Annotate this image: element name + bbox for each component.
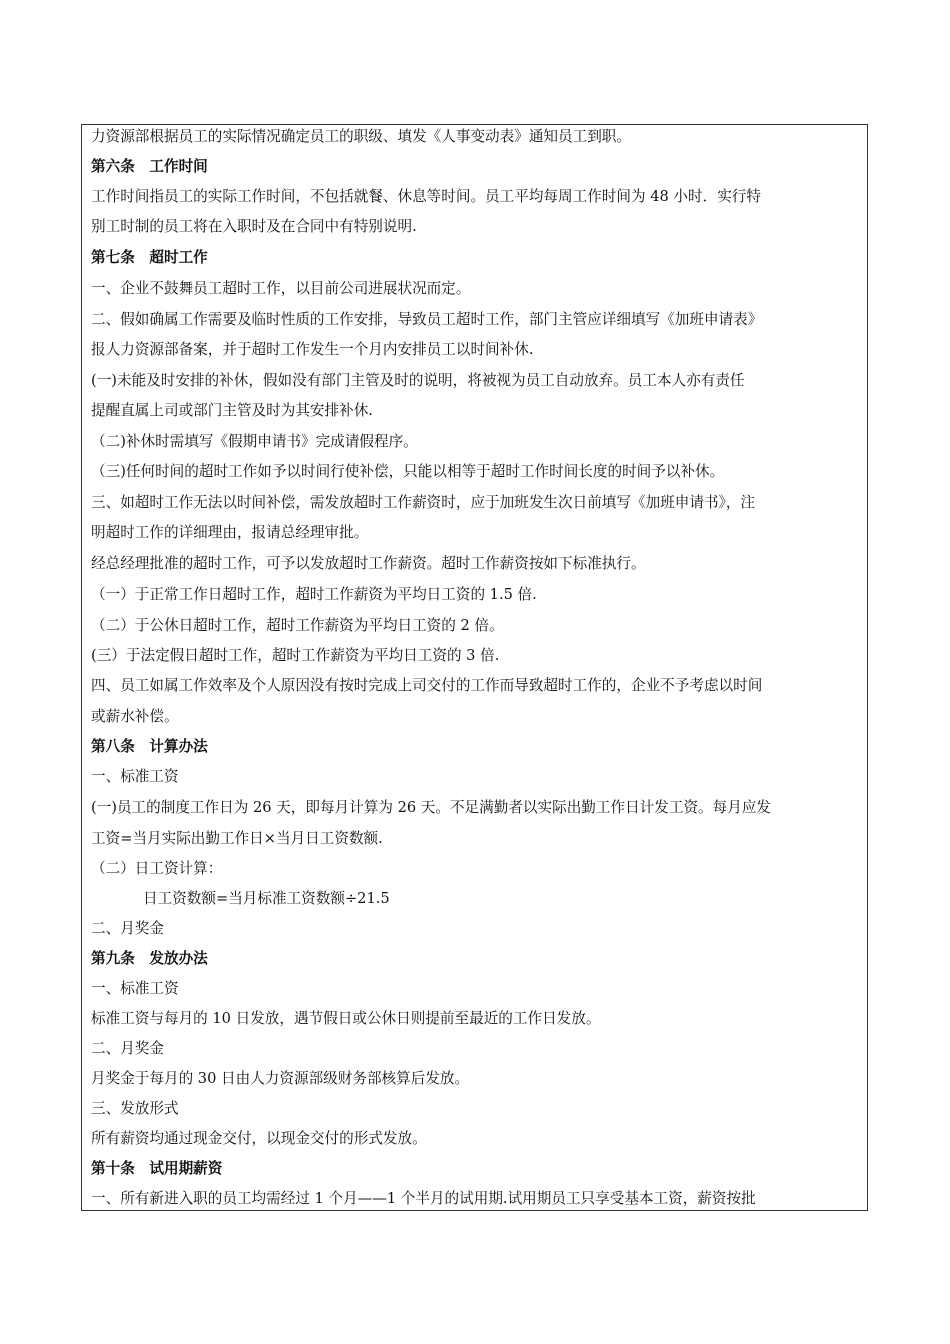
text-line: 一、所有新进入职的员工均需经过 1 个月——1 个半月的试用期.试用期员工只享受基本工资，薪资按批 [91,1190,756,1207]
text-line: 经总经理批准的超时工作，可予以发放超时工作薪资。超时工作薪资按如下标准执行。 [91,555,646,572]
text-line: (一)员工的制度工作日为 26 天，即每月计算为 26 天。不足满勤者以实际出勤工作日计发工资。每月应发 [91,799,772,816]
text-line: 标准工资与每月的 10 日发放，遇节假日或公休日则提前至最近的工作日发放。 [91,1010,601,1027]
text-line: （二）于公休日超时工作，超时工作薪资为平均日工资的 2 倍。 [91,617,504,634]
text-line: 提醒直属上司或部门主管及时为其安排补休. [91,402,373,419]
text-line: 别工时制的员工将在入职时及在合同中有特别说明. [91,218,417,235]
text-line: 所有薪资均通过现金交付，以现金交付的形式发放。 [91,1130,427,1147]
text-line: 一、标准工资 [91,980,179,997]
text-line: 一、标准工资 [91,768,179,785]
text-line: (三）于法定假日超时工作，超时工作薪资为平均日工资的 3 倍. [91,647,500,664]
text-line: 三、发放形式 [91,1100,179,1117]
text-line: 或薪水补偿。 [91,708,179,725]
text-line: 报人力资源部备案，并于超时工作发生一个月内安排员工以时间补休. [91,341,534,358]
text-line: 月奖金于每月的 30 日由人力资源部级财务部核算后发放。 [91,1070,470,1087]
text-line: 四、员工如属工作效率及个人原因没有按时完成上司交付的工作而导致超时工作的，企业不予考虑以时间 [91,677,763,694]
text-line: 二、假如确属工作需要及临时性质的工作安排，导致员工超时工作，部门主管应详细填写《加班申请表》 [91,311,763,328]
text-line: 二、月奖金 [91,1040,164,1057]
section-heading: 第九条 发放办法 [91,950,208,967]
text-line: （三)任何时间的超时工作如予以时间行使补偿，只能以相等于超时工作时间长度的时间予以补休。 [91,463,725,480]
section-heading: 第八条 计算办法 [91,738,208,755]
section-heading: 第七条 超时工作 [91,249,208,266]
text-line: 明超时工作的详细理由，报请总经理审批。 [91,524,369,541]
text-line: 工资=当月实际出勤工作日×当月日工资数额. [91,830,383,847]
text-line: 一、企业不鼓舞员工超时工作，以目前公司进展状况而定。 [91,280,471,297]
text-line: （二）日工资计算： [91,860,223,877]
section-heading: 第六条 工作时间 [91,158,208,175]
section-heading: 第十条 试用期薪资 [91,1160,223,1177]
text-line: （一）于正常工作日超时工作，超时工作薪资为平均日工资的 1.5 倍. [91,586,537,603]
formula-line: 日工资数额=当月标准工资数额÷21.5 [143,890,390,907]
text-line: 三、如超时工作无法以时间补偿，需发放超时工作薪资时，应于加班发生次日前填写《加班申请书》，注 [91,494,756,511]
text-line: 工作时间指员工的实际工作时间，不包括就餐、休息等时间。员工平均每周工作时间为 48 小时．实行特 [91,188,761,205]
text-line: （二)补休时需填写《假期申请书》完成请假程序。 [91,433,418,450]
text-line: 力资源部根据员工的实际情况确定员工的职级、填发《人事变动表》通知员工到职。 [91,128,631,145]
text-line: 二、月奖金 [91,920,164,937]
text-line: (一)未能及时安排的补休，假如没有部门主管及时的说明，将被视为员工自动放弃。员工本人亦有责任 [91,372,745,389]
